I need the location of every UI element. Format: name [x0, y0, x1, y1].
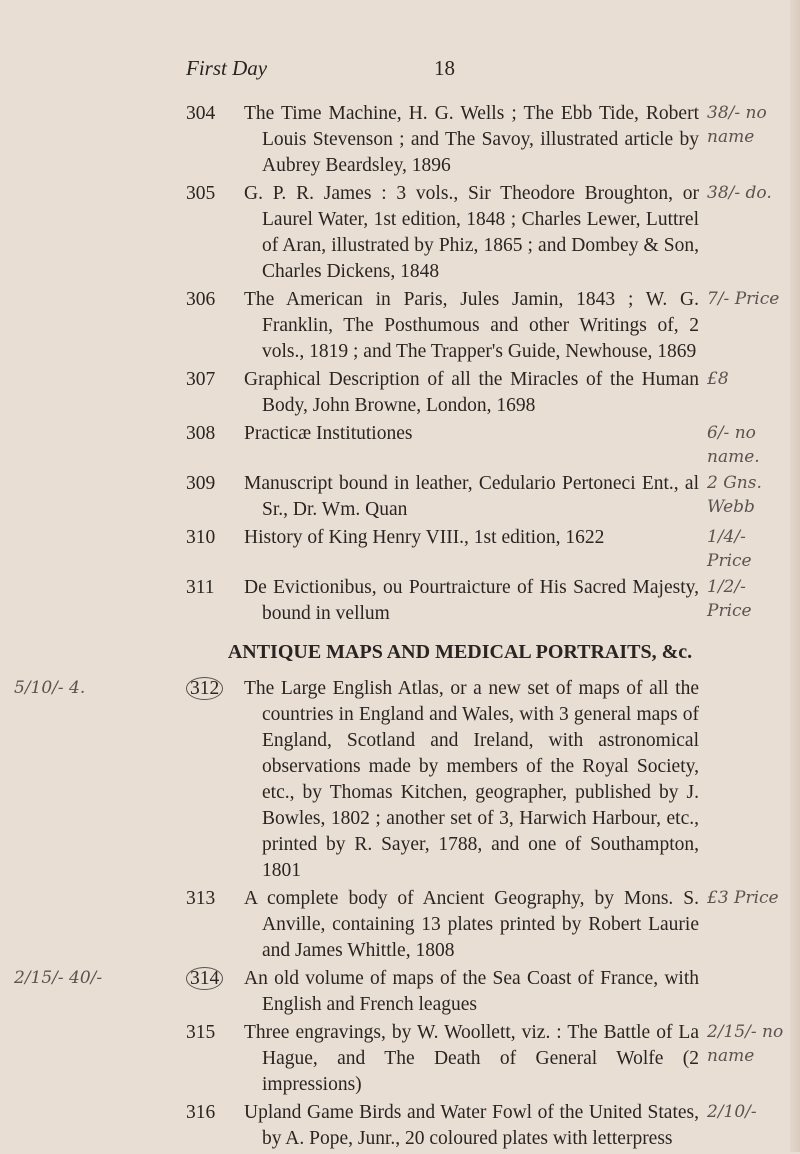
lot-number: 304: [186, 103, 216, 124]
catalogue-entry: [0, 287, 800, 365]
catalogue-entry: [0, 1100, 800, 1152]
entry-text: Practicæ Institutiones: [244, 423, 413, 444]
lot-number: 316: [186, 1102, 216, 1123]
entry-text: A complete body of Ancient Geography, by Mons. S. Anville, containing 13 plates printed by Robert Laurie and James Whittle, 1808: [244, 888, 699, 961]
entry-text: Manuscript bound in leather, Cedulario Pertoneci Ent., al Sr., Dr. Wm. Quan: [244, 473, 699, 520]
catalogue-entry: [0, 421, 800, 469]
lot-number: 309: [186, 473, 216, 494]
page-number: 18: [434, 56, 455, 80]
lot-number-cell: [186, 525, 244, 573]
entry-text: De Evictionibus, ou Pourtraicture of His Sacred Majesty, bound in vellum: [244, 577, 699, 624]
section-heading: ANTIQUE MAPS AND MEDICAL PORTRAITS, &c.: [227, 641, 693, 663]
lot-number-cell: [186, 101, 244, 179]
lot-number-cell: [186, 1100, 244, 1152]
entry-text: Graphical Description of all the Miracles of the Human Body, John Browne, London, 1698: [244, 369, 699, 416]
catalogue-entry: [0, 101, 800, 179]
handwritten-note-left: 2/15/- 40/-: [14, 968, 103, 988]
catalogue-entry: [0, 1020, 800, 1098]
lot-number: 307: [186, 369, 216, 390]
lot-number: 314: [186, 967, 223, 990]
lot-number-cell: [186, 287, 244, 365]
running-header: [0, 56, 800, 81]
entry-text: History of King Henry VIII., 1st edition, 1622: [244, 527, 605, 548]
handwritten-note: 2/15/- no name: [707, 1022, 784, 1066]
catalogue-entry: [0, 471, 800, 523]
entry-text: The Time Machine, H. G. Wells ; The Ebb Tide, Robert Louis Stevenson ; and The Savoy, illustrated article by Aubrey Beardsley, 1896: [244, 103, 699, 176]
entries-bottom: [0, 676, 800, 1152]
lot-number-cell: [186, 367, 244, 419]
handwritten-note: 1/4/- Price: [707, 527, 752, 571]
entry-text: The Large English Atlas, or a new set of maps of all the countries in England and Wales, with 3 general maps of England, Scotland and Ireland, with astronomical observations made by members of the Royal Society, etc., by Thomas Kitchen, geographer, published by J. Bowles, 1802 ; another set of 3, Harwich Harbour, etc., printed by R. Sayer, 1788, and one of Southampton, 1801: [244, 678, 699, 881]
handwritten-note-left: 5/10/- 4.: [14, 678, 86, 698]
lot-number: 310: [186, 527, 216, 548]
lot-number-cell: [186, 181, 244, 285]
lot-number: 313: [186, 888, 216, 909]
catalogue-entry: [0, 525, 800, 573]
lot-number: 311: [186, 577, 215, 598]
lot-number: 305: [186, 183, 216, 204]
handwritten-note: £8: [707, 369, 729, 389]
lot-number: 306: [186, 289, 216, 310]
lot-number-cell: [186, 676, 244, 884]
lot-number: 308: [186, 423, 216, 444]
entry-text: G. P. R. James : 3 vols., Sir Theodore Broughton, or Laurel Water, 1st edition, 1848 ; Charles Lewer, Luttrel of Aran, illustrated by Phiz, 1865 ; and Dombey & Son, Charles Dickens, 1848: [244, 183, 699, 282]
lot-number-cell: [186, 421, 244, 469]
running-title: First Day: [186, 56, 268, 80]
entry-text: Upland Game Birds and Water Fowl of the United States, by A. Pope, Junr., 20 coloured plates with letterpress: [244, 1102, 699, 1149]
catalogue-entry: [0, 367, 800, 419]
lot-number-cell: [186, 471, 244, 523]
lot-number: 312: [186, 677, 223, 700]
handwritten-note: 38/- do.: [707, 183, 772, 203]
lot-number-cell: [186, 886, 244, 964]
handwritten-note: 6/- no name.: [707, 423, 760, 467]
catalogue-entry: [0, 181, 800, 285]
handwritten-note: 1/2/- Price: [707, 577, 752, 621]
entries-top: [0, 101, 800, 627]
entry-text: Three engravings, by W. Woollett, viz. : The Battle of La Hague, and The Death of General Wolfe (2 impressions): [244, 1022, 699, 1095]
catalogue-entry: [0, 575, 800, 627]
handwritten-note: 2 Gns. Webb: [707, 473, 762, 517]
entry-text: The American in Paris, Jules Jamin, 1843 ; W. G. Franklin, The Posthumous and other Writings of, 2 vols., 1819 ; and The Trapper's Guide, Newhouse, 1869: [244, 289, 699, 362]
handwritten-note: 2/10/-: [707, 1102, 757, 1122]
catalogue-entry: [0, 886, 800, 964]
entry-text: An old volume of maps of the Sea Coast of France, with English and French leagues: [244, 968, 699, 1015]
handwritten-note: £3 Price: [707, 888, 779, 908]
catalogue-entry: [0, 676, 800, 884]
lot-number-cell: [186, 966, 244, 1018]
handwritten-note: 7/- Price: [707, 289, 780, 309]
lot-number: 315: [186, 1022, 216, 1043]
catalogue-entry: [0, 966, 800, 1018]
lot-number-cell: [186, 1020, 244, 1098]
lot-number-cell: [186, 575, 244, 627]
handwritten-note: 38/- no name: [707, 103, 767, 147]
